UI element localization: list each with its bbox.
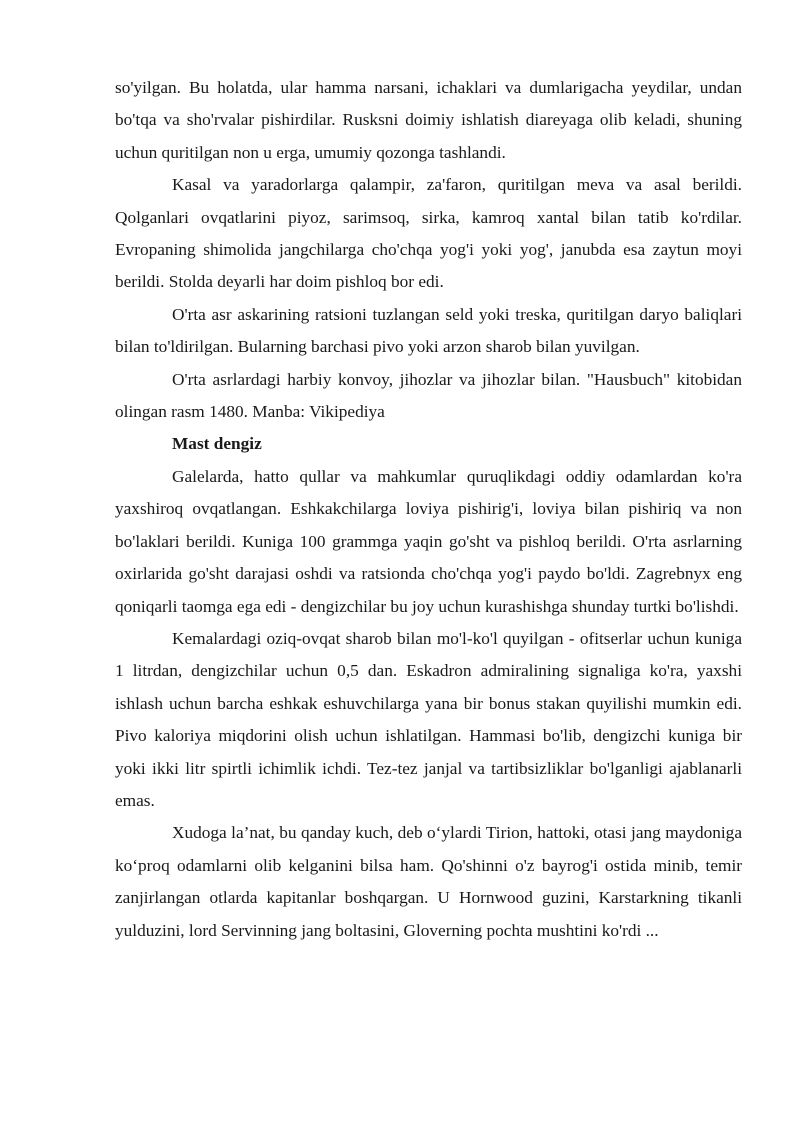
paragraph-sick-wounded: Kasal va yaradorlarga qalampir, za'faron, quritilgan meva va asal berildi. Qolganlari ovqatlarini piyoz, sarimsoq, sirka, kamroq xantal bilan tatib ko'rdilar. Evropaning shimolida jangchilarga cho'chqa yog'i yoki yog', janubda esa zaytun moyi berildi. Stolda deyarli har doim pishloq bor edi. — [115, 175, 742, 292]
document-page — [115, 72, 742, 947]
paragraph-soldier-ration: O'rta asr askarining ratsioni tuzlangan seld yoki treska, quritilgan daryo baliqlari bilan to'ldirilgan. Bularning barchasi pivo yoki arzon sharob bilan yuvilgan. — [115, 304, 742, 357]
section-heading: Mast dengiz — [172, 434, 262, 454]
paragraph-image-caption: O'rta asrlardagi harbiy konvoy, jihozlar va jihozlar bilan. "Hausbuch" kitobidan olingan rasm 1480. Manba: Vikipediya — [115, 369, 742, 422]
paragraph-galleys: Galelarda, hatto qullar va mahkumlar quruqlikdagi oddiy odamlardan ko'ra yaxshiroq ovqatlangan. Eshkakchilarga loviya pishirig'i, loviya bilan pishiriq va non bo'laklari berildi. Kuniga 100 grammga yaqin go'sht va pishloq berildi. O'rta asrlarning oxirlarida go'sht darajasi oshdi va ratsionda cho'chqa yog'i paydo bo'ldi. Zagrebnyx eng qoniqarli taomga ega edi - dengizchilar bu joy uchun kurashishga shunday turtki bo'lishdi. — [115, 466, 742, 616]
paragraph-ship-wine: Kemalardagi oziq-ovqat sharob bilan mo'l-ko'l quyilgan - ofitserlar uchun kuniga 1 litrdan, dengizchilar uchun 0,5 dan. Eskadron admiralining signaliga ko'ra, yaxshi ishlash uchun barcha eshkak eshuvchilarga yana bir bonus stakan quyilishi mumkin edi. Pivo kaloriya miqdorini olish uchun ishlatilgan. Hammasi bo'lib, dengizchi kuniga bir yoki ikki litr spirtli ichimlik ichdi. Tez-tez janjal va tartibsizliklar bo'lganligi ajablanarli emas. — [115, 628, 742, 810]
paragraph-tyrion: Xudoga la’nat, bu qanday kuch, deb o‘ylardi Tirion, hattoki, otasi jang maydoniga ko‘proq odamlarni olib kelganini bilsa ham. Qo'shinni o'z bayrog'i ostida minib, temir zanjirlangan otlarda kapitanlar boshqargan. U Hornwood guzini, Karstarkning tikanli yulduzini, lord Servinning jang boltasini, Gloverning pochta mushtini ko'rdi ... — [115, 823, 742, 940]
paragraph-continuation: so'yilgan. Bu holatda, ular hamma narsani, ichaklari va dumlarigacha yeydilar, undan bo'tqa va sho'rvalar pishirdilar. Rusksni doimiy ishlatish diareyaga olib keladi, shuning uchun quritilgan non u erga, umumiy qozonga tashlandi. — [115, 78, 742, 162]
